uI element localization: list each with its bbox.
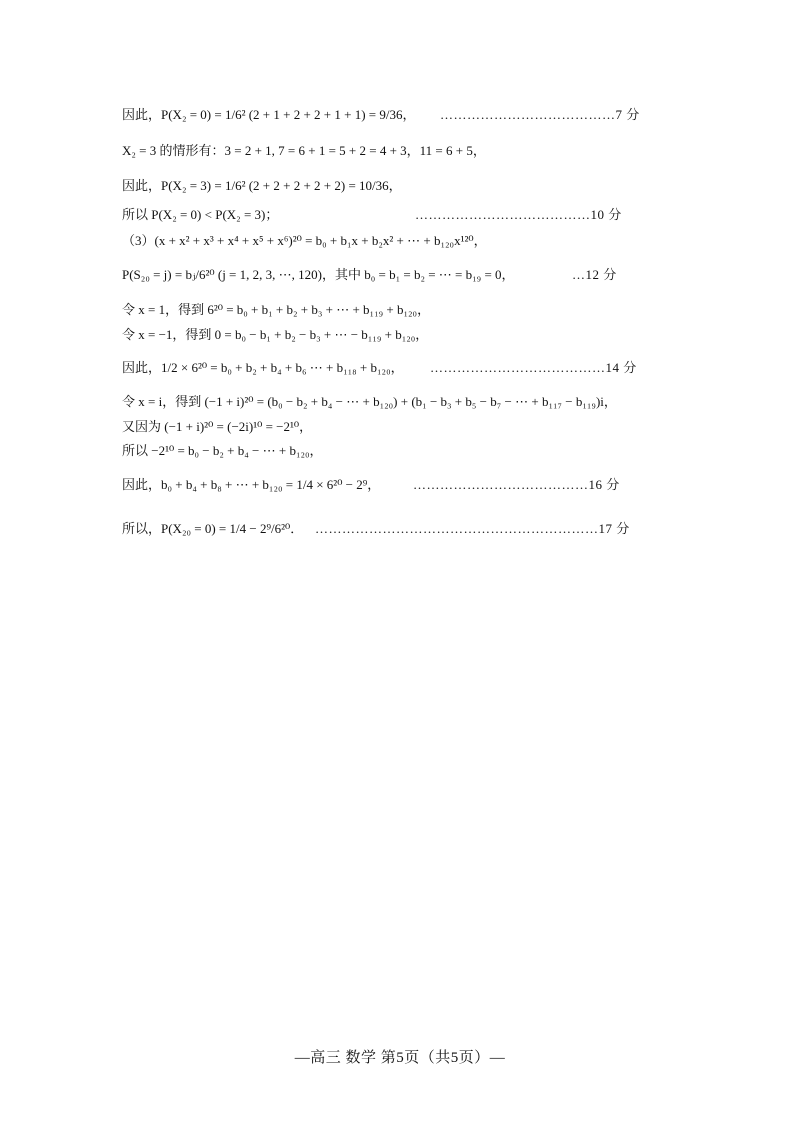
solution-line-4: 所以 P(X₂ = 0) < P(X₂ = 3)；: [122, 207, 279, 222]
solution-line-6: P(S₂₀ = j) = bⱼ/6²⁰ (j = 1, 2, 3, ⋯, 120)，其中 b₀ = b₁ = b₂ = ⋯ = b₁₉ = 0，: [122, 267, 515, 282]
solution-line-5: （3）(x + x² + x³ + x⁴ + x⁵ + x⁶)²⁰ = b₀ + b₁x + b₂x² + ⋯ + b₁₂₀x¹²⁰，: [122, 233, 487, 248]
solution-line-3: 因此，P(X₂ = 3) = 1/6² (2 + 2 + 2 + 2 + 2) = 10/36，: [122, 178, 402, 193]
score-16: …………………………………16 分: [413, 477, 620, 492]
solution-line-13: 因此，b₀ + b₄ + b₈ + ⋯ + b₁₂₀ = 1/4 × 6²⁰ − 2⁹，: [122, 477, 381, 492]
solution-line-9: 因此，1/2 × 6²⁰ = b₀ + b₂ + b₄ + b₆ ⋯ + b₁₁₈ + b₁₂₀，: [122, 360, 404, 375]
score-10: …………………………………10 分: [415, 207, 622, 222]
solution-line-8: 令 x = −1，得到 0 = b₀ − b₁ + b₂ − b₃ + ⋯ − b₁₁₉ + b₁₂₀，: [122, 327, 429, 342]
solution-line-7: 令 x = 1，得到 6²⁰ = b₀ + b₁ + b₂ + b₃ + ⋯ + b₁₁₉ + b₁₂₀，: [122, 302, 431, 317]
solution-line-14: 所以，P(X₂₀ = 0) = 1/4 − 2⁹/6²⁰．: [122, 521, 304, 536]
score-14: …………………………………14 分: [430, 360, 637, 375]
score-12: …12 分: [572, 267, 617, 282]
page-footer: —高三 数学 第5页（共5页）—: [294, 1050, 506, 1066]
solution-line-12: 所以 −2¹⁰ = b₀ − b₂ + b₄ − ⋯ + b₁₂₀，: [122, 443, 323, 458]
score-17: ………………………………………………………17 分: [315, 521, 630, 536]
solution-line-1: 因此，P(X₂ = 0) = 1/6² (2 + 1 + 2 + 2 + 1 + 1) = 9/36，: [122, 107, 416, 122]
solution-line-11: 又因为 (−1 + i)²⁰ = (−2i)¹⁰ = −2¹⁰，: [122, 419, 313, 434]
score-7: …………………………………7 分: [440, 107, 640, 122]
solution-line-10: 令 x = i，得到 (−1 + i)²⁰ = (b₀ − b₂ + b₄ − ⋯ + b₁₂₀) + (b₁ − b₃ + b₅ − b₇ − ⋯ + b₁₁₇ − b₁₁₉)i，: [122, 394, 617, 409]
solution-line-2: X₂ = 3 的情形有：3 = 2 + 1, 7 = 6 + 1 = 5 + 2 = 4 + 3，11 = 6 + 5，: [122, 143, 486, 158]
